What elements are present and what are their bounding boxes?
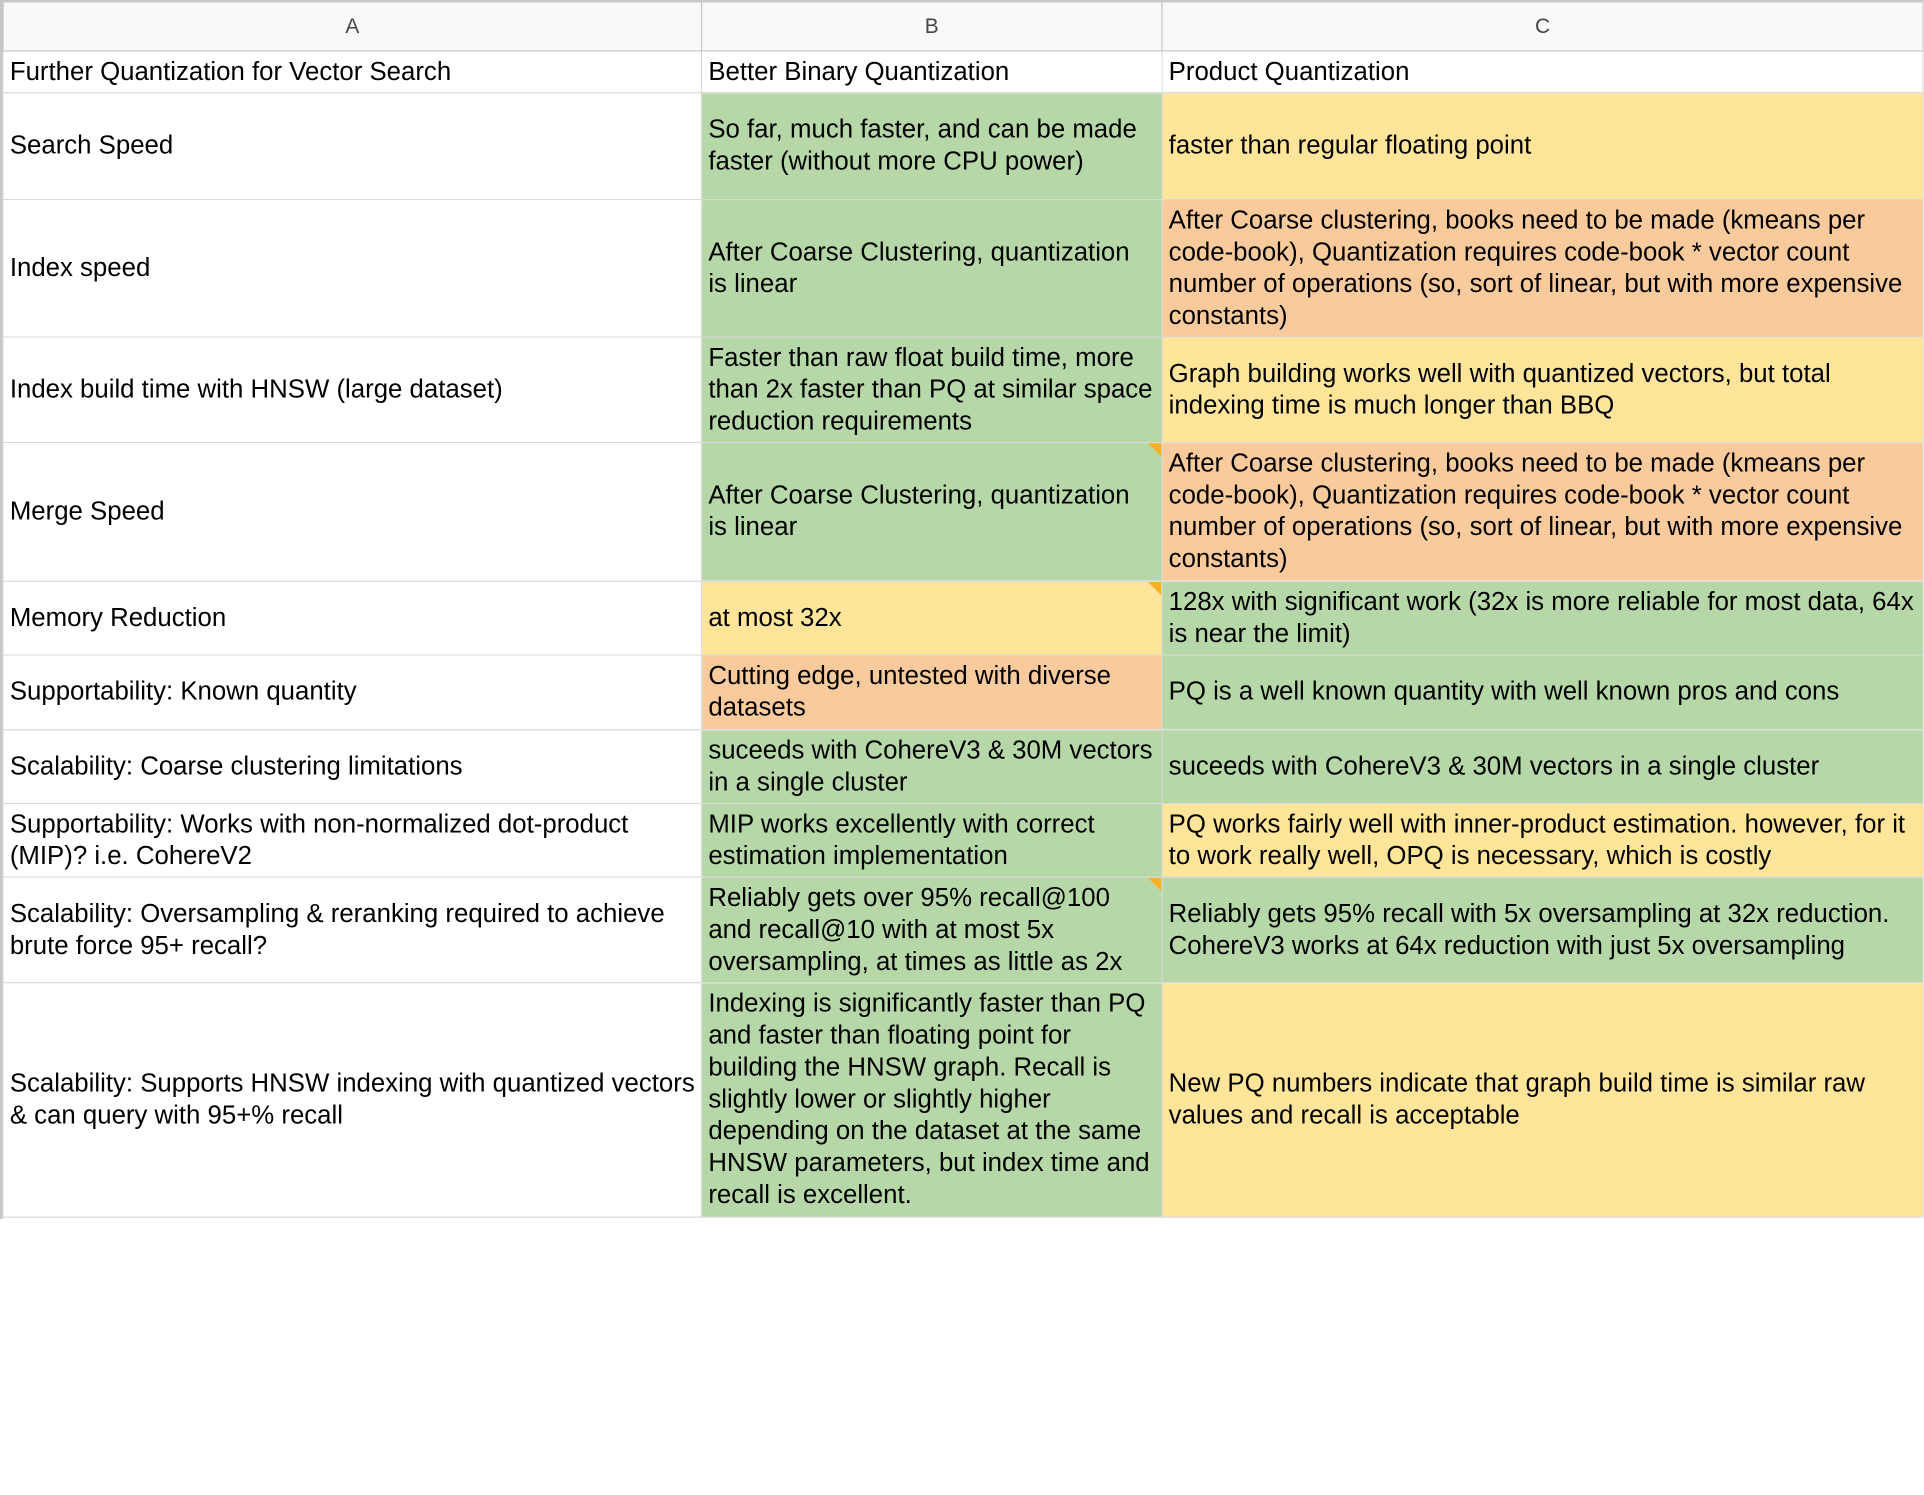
cell-a1[interactable]: Further Quantization for Vector Search <box>3 51 702 93</box>
cell-b7[interactable]: Cutting edge, untested with diverse datasets <box>702 655 1162 730</box>
cell-a11[interactable]: Scalability: Supports HNSW indexing with quantized vectors & can query with 95+% recall <box>3 983 702 1217</box>
table-row <box>3 877 1923 983</box>
cell-c9[interactable]: PQ works fairly well with inner-product estimation. however, for it to work really well, OPQ is necessary, which is costly <box>1162 803 1923 877</box>
cell-b4[interactable]: Faster than raw float build time, more than 2x faster than PQ at similar space reduction requirements <box>702 337 1162 443</box>
table-row <box>3 581 1923 655</box>
table-row <box>3 51 1923 93</box>
cell-a4[interactable]: Index build time with HNSW (large dataset) <box>3 337 702 443</box>
cell-a9[interactable]: Supportability: Works with non-normalized dot-product (MIP)? i.e. CohereV2 <box>3 803 702 877</box>
cell-a7[interactable]: Supportability: Known quantity <box>3 655 702 730</box>
cell-c10[interactable]: Reliably gets 95% recall with 5x oversampling at 32x reduction. CohereV3 works at 64x reduction with just 5x oversampling <box>1162 877 1923 983</box>
cell-b6[interactable] <box>702 581 1162 655</box>
cell-b6-text: at most 32x <box>708 603 842 632</box>
table-row <box>3 199 1923 336</box>
cell-a10[interactable]: Scalability: Oversampling & reranking required to achieve brute force 95+ recall? <box>3 877 702 983</box>
cell-b1[interactable]: Better Binary Quantization <box>702 51 1162 93</box>
cell-a3[interactable]: Index speed <box>3 199 702 336</box>
sheet-grid <box>2 0 1923 1218</box>
cell-c3[interactable]: After Coarse clustering, books need to be made (kmeans per code-book), Quantization requires code-book * vector count number of operations (so, sort of linear, but with more expensive constants) <box>1162 199 1923 336</box>
cell-a5[interactable]: Merge Speed <box>3 443 702 582</box>
cell-a8[interactable]: Scalability: Coarse clustering limitations <box>3 730 702 804</box>
cell-a2[interactable]: Search Speed <box>3 93 702 200</box>
table-row <box>3 337 1923 443</box>
cell-b8[interactable]: suceeds with CohereV3 & 30M vectors in a single cluster <box>702 730 1162 804</box>
cell-c1[interactable]: Product Quantization <box>1162 51 1923 93</box>
table-row <box>3 730 1923 804</box>
cell-b9[interactable]: MIP works excellently with correct estimation implementation <box>702 803 1162 877</box>
cell-c4[interactable]: Graph building works well with quantized vectors, but total indexing time is much longer than BBQ <box>1162 337 1923 443</box>
table-row <box>3 443 1923 582</box>
cell-c6[interactable]: 128x with significant work (32x is more reliable for most data, 64x is near the limit) <box>1162 581 1923 655</box>
table-row <box>3 983 1923 1217</box>
table-row <box>3 93 1923 200</box>
column-header-c[interactable]: C <box>1162 1 1923 51</box>
cell-b5[interactable] <box>702 443 1162 582</box>
cell-c5[interactable]: After Coarse clustering, books need to be made (kmeans per code-book), Quantization requires code-book * vector count number of operations (so, sort of linear, but with more expensive constants) <box>1162 443 1923 582</box>
cell-b3[interactable]: After Coarse Clustering, quantization is linear <box>702 199 1162 336</box>
cell-b10-text: Reliably gets over 95% recall@100 and recall@10 with at most 5x oversampling, at times as little as 2x <box>708 883 1123 976</box>
table-row <box>3 803 1923 877</box>
column-header-b[interactable]: B <box>702 1 1162 51</box>
cell-c8[interactable]: suceeds with CohereV3 & 30M vectors in a single cluster <box>1162 730 1923 804</box>
column-header-row <box>3 1 1923 51</box>
comment-marker-icon[interactable] <box>1148 443 1162 457</box>
table-row <box>3 655 1923 730</box>
column-header-a[interactable]: A <box>3 1 702 51</box>
comment-marker-icon[interactable] <box>1148 878 1162 892</box>
cell-a6[interactable]: Memory Reduction <box>3 581 702 655</box>
cell-b2[interactable]: So far, much faster, and can be made faster (without more CPU power) <box>702 93 1162 200</box>
comment-marker-icon[interactable] <box>1148 582 1162 596</box>
cell-b11[interactable]: Indexing is significantly faster than PQ and faster than floating point for building the HNSW graph. Recall is slightly lower or slightly higher depending on the dataset at the same HNSW parameters, but index time and recall is excellent. <box>702 983 1162 1217</box>
cell-b10[interactable] <box>702 877 1162 983</box>
cell-b5-text: After Coarse Clustering, quantization is linear <box>708 481 1130 542</box>
cell-c11[interactable]: New PQ numbers indicate that graph build time is similar raw values and recall is acceptable <box>1162 983 1923 1217</box>
cell-c7[interactable]: PQ is a well known quantity with well known pros and cons <box>1162 655 1923 730</box>
cell-c2[interactable]: faster than regular floating point <box>1162 93 1923 200</box>
